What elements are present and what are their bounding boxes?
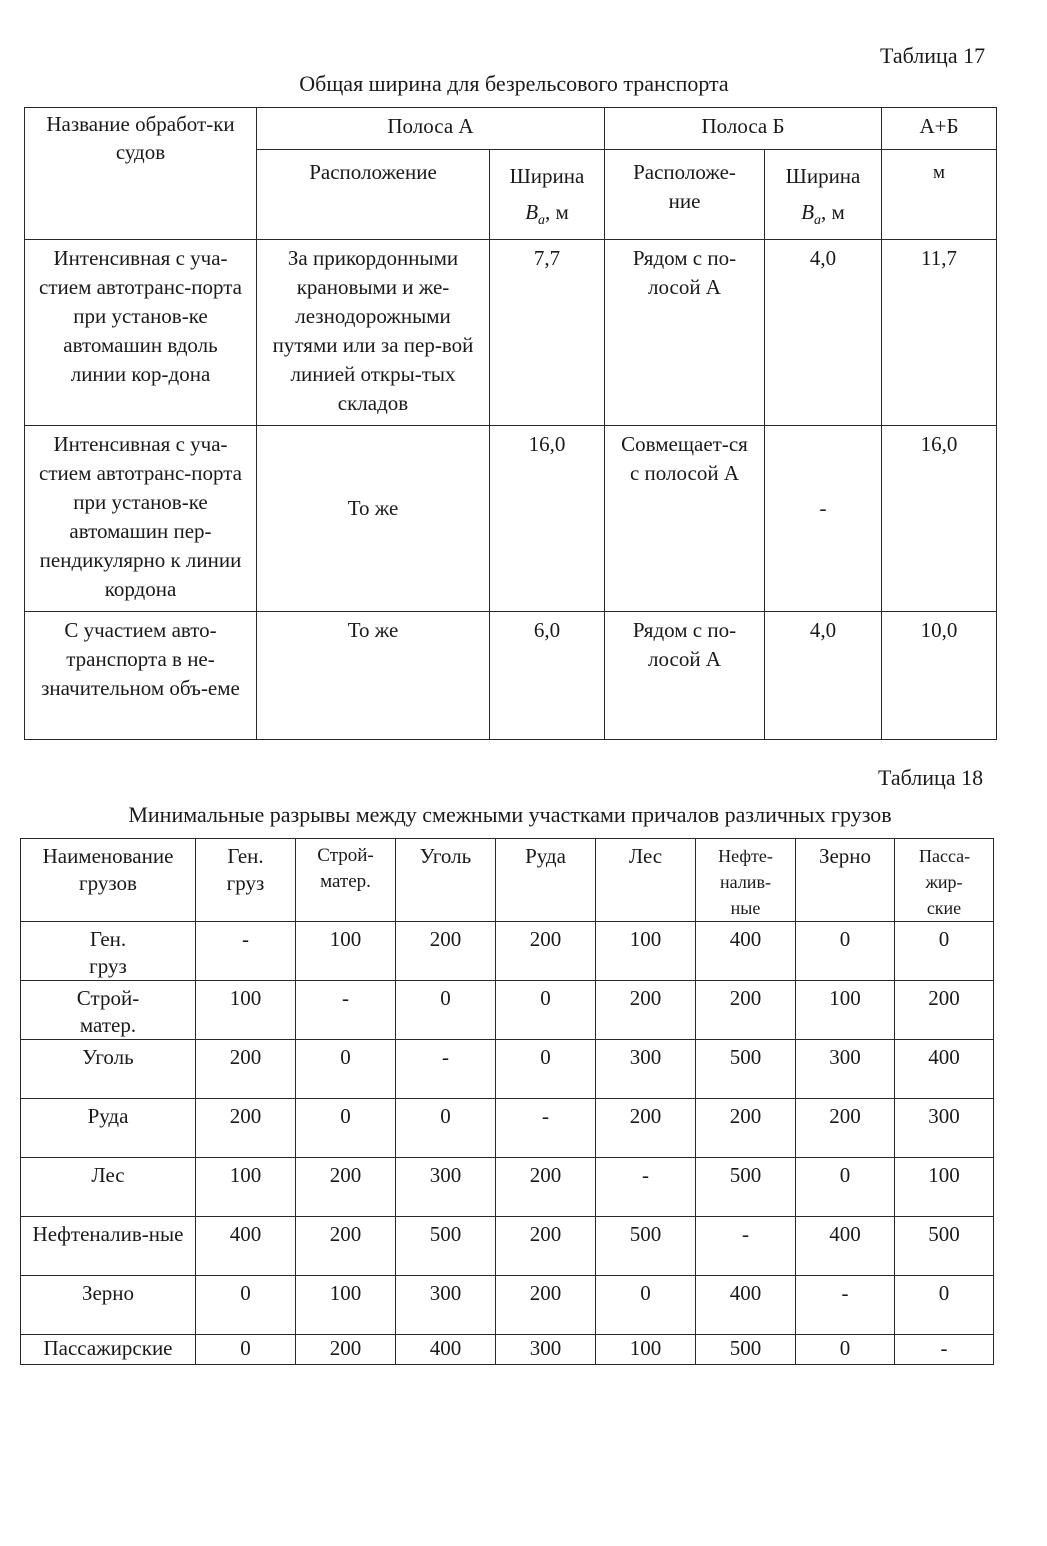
table-row xyxy=(25,426,997,612)
t18-cell: 300 xyxy=(396,1158,496,1217)
t17-row2-b-location: Совмещает-ся с полосой А xyxy=(605,426,765,612)
t18-row-label: Строй-матер. xyxy=(21,981,196,1040)
t18-col-1: Строй-матер. xyxy=(296,839,396,922)
t17-row1-a-location: За прикордонными крановыми и же-лезнодорожными путями или за пер-вой линией откры-тых складов xyxy=(257,240,490,426)
t18-cell: - xyxy=(796,1276,895,1335)
t17-header-sum: А+Б xyxy=(882,108,997,150)
t18-cell: - xyxy=(895,1335,994,1365)
t18-cell: 200 xyxy=(696,981,796,1040)
t18-cell: 100 xyxy=(296,1276,396,1335)
t17-header-b-location: Расположе-ние xyxy=(605,150,765,240)
t18-cell: 400 xyxy=(696,922,796,981)
t18-header-row xyxy=(21,839,994,922)
table17 xyxy=(24,107,997,740)
t18-cell: 200 xyxy=(496,1158,596,1217)
t17-row3-b-width: 4,0 xyxy=(765,612,882,740)
t17-row3-a-location: То же xyxy=(257,612,490,740)
table18 xyxy=(20,838,994,1365)
t17-row3-b-location: Рядом с по-лосой А xyxy=(605,612,765,740)
t18-cell: 500 xyxy=(895,1217,994,1276)
t18-cell: 200 xyxy=(196,1040,296,1099)
t18-corner: Наименование грузов xyxy=(21,839,196,922)
t18-cell: 0 xyxy=(796,922,895,981)
t18-col-4: Лес xyxy=(596,839,696,922)
t18-cell: - xyxy=(296,981,396,1040)
t18-cell: 200 xyxy=(496,1276,596,1335)
t18-cell: - xyxy=(396,1040,496,1099)
t17-row2-sum: 16,0 xyxy=(882,426,997,612)
t18-cell: 300 xyxy=(496,1335,596,1365)
t17-header-a-location: Расположение xyxy=(257,150,490,240)
t18-cell: 100 xyxy=(796,981,895,1040)
t17-row1-name: Интенсивная с уча-стием автотранс-порта при установ-ке автомашин вдоль линии кор-дона xyxy=(25,240,257,426)
t18-cell: 500 xyxy=(696,1158,796,1217)
t18-cell: 0 xyxy=(796,1335,895,1365)
t18-col-6: Зерно xyxy=(796,839,895,922)
t18-col-3: Руда xyxy=(496,839,596,922)
t18-cell: 200 xyxy=(196,1099,296,1158)
t18-cell: - xyxy=(496,1099,596,1158)
t18-cell: 200 xyxy=(796,1099,895,1158)
t18-row-label: Пассажирские xyxy=(21,1335,196,1365)
t18-cell: - xyxy=(196,922,296,981)
t18-cell: 0 xyxy=(895,922,994,981)
t18-cell: 500 xyxy=(696,1335,796,1365)
t17-row3-name: С участием авто-транспорта в не-значительном объ-еме xyxy=(25,612,257,740)
t18-cell: 100 xyxy=(895,1158,994,1217)
table18-title: Минимальные разрывы между смежными участками причалов различных грузов xyxy=(128,802,892,827)
t17-row1-sum: 11,7 xyxy=(882,240,997,426)
t18-cell: 0 xyxy=(496,981,596,1040)
t18-cell: 300 xyxy=(895,1099,994,1158)
t17-header-a-width: Ширина $B_a$, м xyxy=(490,150,605,240)
t18-row-label: Ген. груз xyxy=(21,922,196,981)
t18-cell: 100 xyxy=(196,1158,296,1217)
t18-cell: 0 xyxy=(496,1040,596,1099)
t18-cell: 200 xyxy=(496,1217,596,1276)
t18-cell: - xyxy=(696,1217,796,1276)
t18-cell: 300 xyxy=(396,1276,496,1335)
t18-cell: 500 xyxy=(596,1217,696,1276)
t18-row-label: Лес xyxy=(21,1158,196,1217)
table-row xyxy=(21,1217,994,1276)
t17-row2-name: Интенсивная с уча-стием автотранс-порта при установ-ке автомашин пер-пендикулярно к линии кордона xyxy=(25,426,257,612)
t17-header-strip-b: Полоса Б xyxy=(605,108,882,150)
table-row xyxy=(21,1276,994,1335)
t18-cell: 500 xyxy=(696,1040,796,1099)
table17-number: Таблица 17 xyxy=(880,43,986,68)
t17-header-b-width: Ширина $B_a$, м xyxy=(765,150,882,240)
t18-cell: 300 xyxy=(596,1040,696,1099)
t18-cell: 0 xyxy=(596,1276,696,1335)
table-row xyxy=(21,1040,994,1099)
t17-row2-a-location: То же xyxy=(257,426,490,612)
table-row xyxy=(21,922,994,981)
table-row xyxy=(25,612,997,740)
t18-cell: 0 xyxy=(396,1099,496,1158)
t18-cell: 400 xyxy=(895,1040,994,1099)
t18-cell: 200 xyxy=(696,1099,796,1158)
t17-row2-b-width: - xyxy=(765,426,882,612)
t17-row1-b-location: Рядом с по-лосой А xyxy=(605,240,765,426)
t18-cell: 200 xyxy=(596,981,696,1040)
t17-row3-a-width: 6,0 xyxy=(490,612,605,740)
t18-row-label: Уголь xyxy=(21,1040,196,1099)
t18-row-label: Нефтеналив-ные xyxy=(21,1217,196,1276)
t18-cell: 200 xyxy=(895,981,994,1040)
t18-cell: 400 xyxy=(196,1217,296,1276)
t18-cell: 200 xyxy=(596,1099,696,1158)
t18-cell: 0 xyxy=(296,1040,396,1099)
t18-cell: 100 xyxy=(596,1335,696,1365)
t18-cell: 200 xyxy=(396,922,496,981)
table18-number: Таблица 18 xyxy=(878,765,984,790)
table-row xyxy=(21,1158,994,1217)
t18-cell: 300 xyxy=(796,1040,895,1099)
t17-header-sum-unit: м xyxy=(882,150,997,240)
t18-cell: 100 xyxy=(296,922,396,981)
t18-cell: 200 xyxy=(296,1335,396,1365)
t17-header-name: Название обработ-ки судов xyxy=(25,108,257,240)
t18-cell: 400 xyxy=(796,1217,895,1276)
t18-row-label: Зерно xyxy=(21,1276,196,1335)
table17-title: Общая ширина для безрельсового транспорта xyxy=(299,71,729,96)
t18-cell: 200 xyxy=(496,922,596,981)
t17-row1-b-width: 4,0 xyxy=(765,240,882,426)
t18-col-0: Ген. груз xyxy=(196,839,296,922)
t18-cell: 0 xyxy=(796,1158,895,1217)
t18-cell: 200 xyxy=(296,1158,396,1217)
table-row xyxy=(25,240,997,426)
table-row xyxy=(21,981,994,1040)
t18-col-2: Уголь xyxy=(396,839,496,922)
t18-cell: 0 xyxy=(396,981,496,1040)
t18-cell: 0 xyxy=(196,1335,296,1365)
t17-header-strip-a: Полоса А xyxy=(257,108,605,150)
t18-col-5: Нефте-налив-ные xyxy=(696,839,796,922)
t17-row1-a-width: 7,7 xyxy=(490,240,605,426)
t18-cell: 200 xyxy=(296,1217,396,1276)
t18-cell: 0 xyxy=(895,1276,994,1335)
table-row xyxy=(21,1335,994,1365)
t18-row-label: Руда xyxy=(21,1099,196,1158)
t18-cell: 500 xyxy=(396,1217,496,1276)
t18-cell: - xyxy=(596,1158,696,1217)
t18-cell: 400 xyxy=(396,1335,496,1365)
table-row xyxy=(21,1099,994,1158)
t17-row3-sum: 10,0 xyxy=(882,612,997,740)
t18-cell: 100 xyxy=(596,922,696,981)
t17-row2-a-width: 16,0 xyxy=(490,426,605,612)
t18-cell: 100 xyxy=(196,981,296,1040)
t18-cell: 400 xyxy=(696,1276,796,1335)
t18-cell: 0 xyxy=(296,1099,396,1158)
t18-col-7: Пасса-жир-ские xyxy=(895,839,994,922)
t18-cell: 0 xyxy=(196,1276,296,1335)
